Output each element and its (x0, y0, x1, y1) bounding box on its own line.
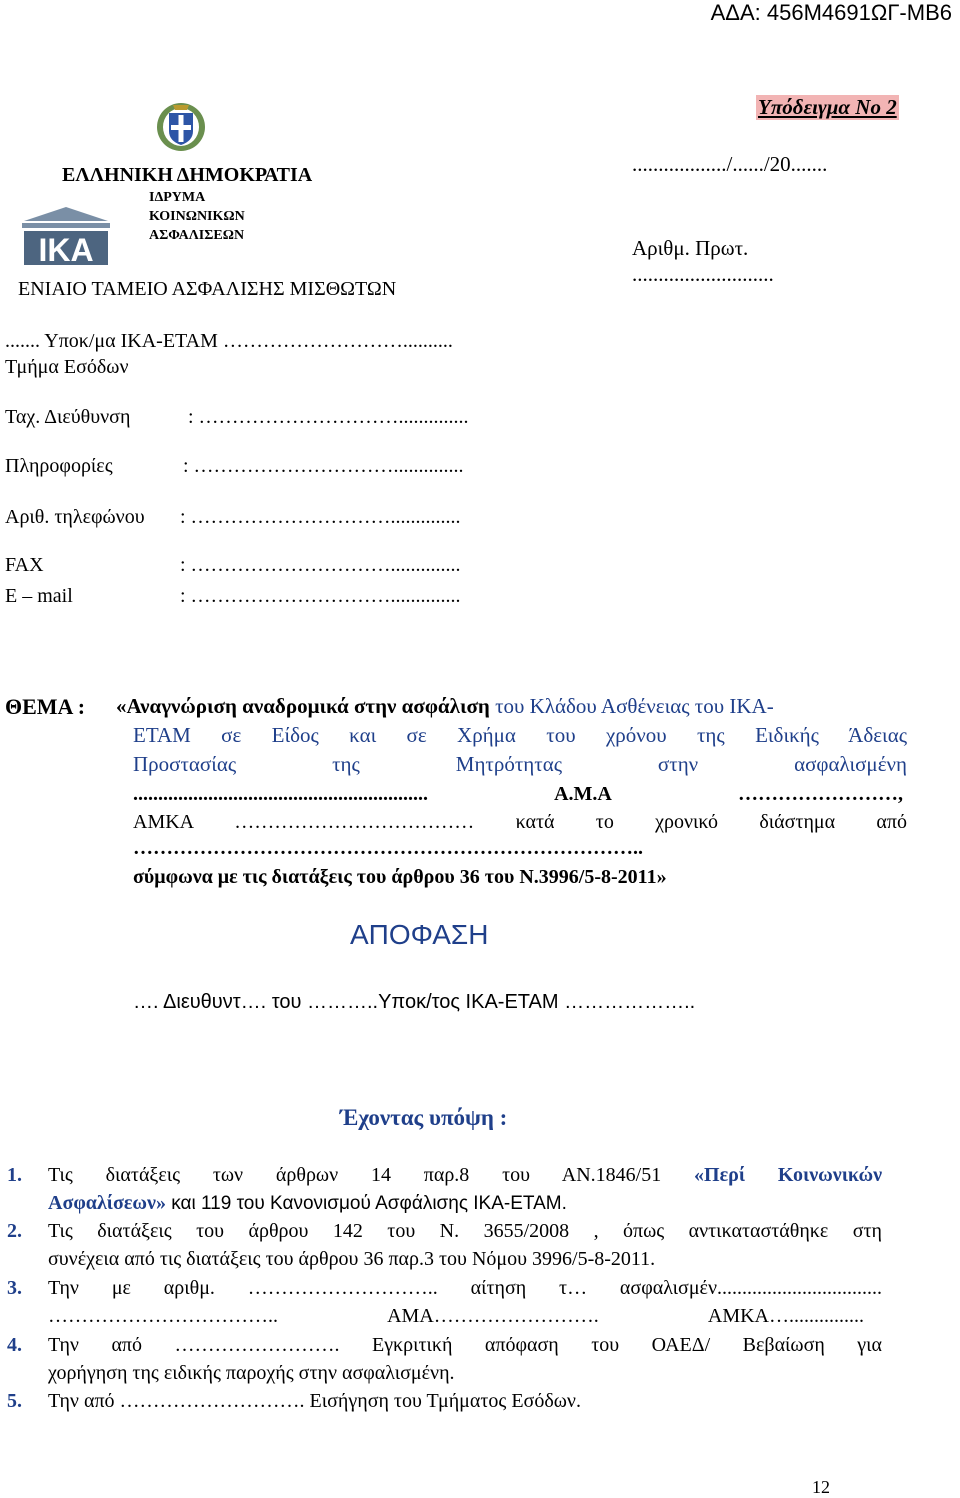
phone-field-value: : ………………………….............. (180, 506, 461, 528)
item-1-text-2: και 119 του Κανονισμού Ασφάλισης ΙΚΑ-ΕΤΑΜ. (165, 1193, 567, 1214)
info-field-value: : ………………………….............. (183, 455, 464, 477)
subject-line-5: ΑΜΚΑ ……………………………… κατά το χρονικό διάστημα από (133, 811, 907, 833)
decision-title: ΑΠΟΦΑΣΗ (350, 919, 489, 950)
item-2-number: 2. (7, 1220, 22, 1242)
email-field-value: : ………………………….............. (180, 585, 461, 607)
fax-field-value: : ………………………….............. (180, 554, 461, 576)
department-line: Τμήμα Εσόδων (5, 356, 129, 378)
info-field-label: Πληροφορίες (5, 455, 113, 477)
email-field-label: E – mail (5, 585, 73, 607)
ada-code: ΑΔΑ: 456Μ4691ΩΓ-ΜΒ6 (710, 0, 952, 25)
item-3-number: 3. (7, 1277, 22, 1299)
phone-field-label: Αριθ. τηλεφώνου (5, 506, 145, 528)
branch-line: ....... Υποκ/μα ΙΚΑ-ΕΤΑΜ ……………………….......... (5, 330, 453, 352)
protocol-value: ........................... (632, 262, 774, 286)
protocol-label: Αριθμ. Πρωτ. (632, 236, 749, 260)
fund-name: ΕΝΙΑΙΟ ΤΑΜΕΙΟ ΑΣΦΑΛΙΣΗΣ ΜΙΣΘΩΤΩΝ (18, 278, 397, 300)
address-field-label: Ταχ. Διεύθυνση (5, 406, 131, 428)
item-1-bold-text: «Περί Κοινωνικών (694, 1164, 882, 1186)
subject-line-2 (133, 723, 907, 748)
subject-line-1 (116, 694, 774, 719)
subject-line-1a: «Αναγνώριση αναδρομικά στην ασφάλιση (116, 694, 490, 718)
subject-line-2a: ΕΤΑΜ σε Είδος και σε Χρήμα (133, 723, 516, 747)
having-regard-heading: Έχοντας υπόψη : (340, 1105, 508, 1130)
subject-line-3: Προστασίας της Μητρότητας στην ασφαλισμένη (133, 752, 907, 776)
item-3-line-2: …………………………….. ΑΜΑ……………………. ΑΜΚΑ…............... (48, 1305, 864, 1327)
item-1-text: Τις διατάξεις των άρθρων 14 παρ.8 του ΑΝ.1846/51 (48, 1164, 662, 1186)
subject-line-2b: του χρόνου της Ειδικής Άδειας (546, 723, 908, 747)
subject-line-1b: του Κλάδου Ασθένειας του ΙΚΑ- (495, 694, 774, 718)
item-1-line-1 (48, 1164, 882, 1187)
ika-logo (18, 205, 114, 267)
item-2-line-2: συνέχεια από τις διατάξεις του άρθρου 36 παρ.3 του Νόμου 3996/5-8-2011. (48, 1248, 656, 1270)
sample-label: Υπόδειγμα Νο 2 (758, 95, 897, 119)
fax-field-label: FAX (5, 554, 44, 576)
republic-title: ΕΛΛΗΝΙΚΗ ΔΗΜΟΚΡΑΤΙΑ (62, 164, 313, 186)
subject-line-4: ........................................................... Α.Μ.Α ……………………, (133, 783, 903, 805)
item-5-line-1: Την από ………………………. Εισήγηση του Τμήματος Εσόδων. (48, 1390, 581, 1412)
greek-emblem-icon (155, 97, 207, 153)
item-4-line-2: χορήγηση της ειδικής παροχής στην ασφαλισμένη. (48, 1362, 455, 1384)
logo-text: ΙΚΑ (38, 232, 94, 267)
institute-line-2: ΚΟΙΝΩΝΙΚΩΝ (149, 209, 245, 224)
subject-line-7: σύμφωνα με τις διατάξεις του άρθρου 36 του Ν.3996/5-8-2011» (133, 866, 667, 888)
institute-line-1: ΙΔΡΥΜΑ (149, 190, 206, 205)
item-1-number: 1. (7, 1164, 22, 1186)
page-number: 12 (812, 1477, 830, 1497)
subject-label: ΘΕΜΑ : (5, 694, 86, 719)
institute-line-3: ΑΣΦΑΛΙΣΕΩΝ (149, 228, 245, 243)
item-3-line-1: Την με αριθμ. ……………………….. αίτηση τ… ασφαλισμέν................................. (48, 1277, 882, 1299)
item-4-number: 4. (7, 1334, 22, 1356)
date-field: ................../....../20....... (632, 152, 828, 176)
item-5-number: 5. (7, 1390, 22, 1412)
item-4-line-1: Την από ……………………. Εγκριτική απόφαση του ΟΑΕΔ/ Βεβαίωση για (48, 1334, 882, 1356)
address-field-value: : ………………………….............. (188, 406, 469, 428)
item-1-bold-text-2: Ασφαλίσεων» (48, 1192, 166, 1214)
item-1-line-2 (48, 1192, 567, 1215)
director-line: …. Διευθυντ…. του ………..Υποκ/τος ΙΚΑ-ΕΤΑΜ ……………….. (133, 991, 696, 1013)
subject-line-6: ………………………………………………………………….. (133, 837, 643, 859)
item-2-line-1: Τις διατάξεις του άρθρου 142 του Ν. 3655/2008 , όπως αντικαταστάθηκε στη (48, 1220, 882, 1242)
